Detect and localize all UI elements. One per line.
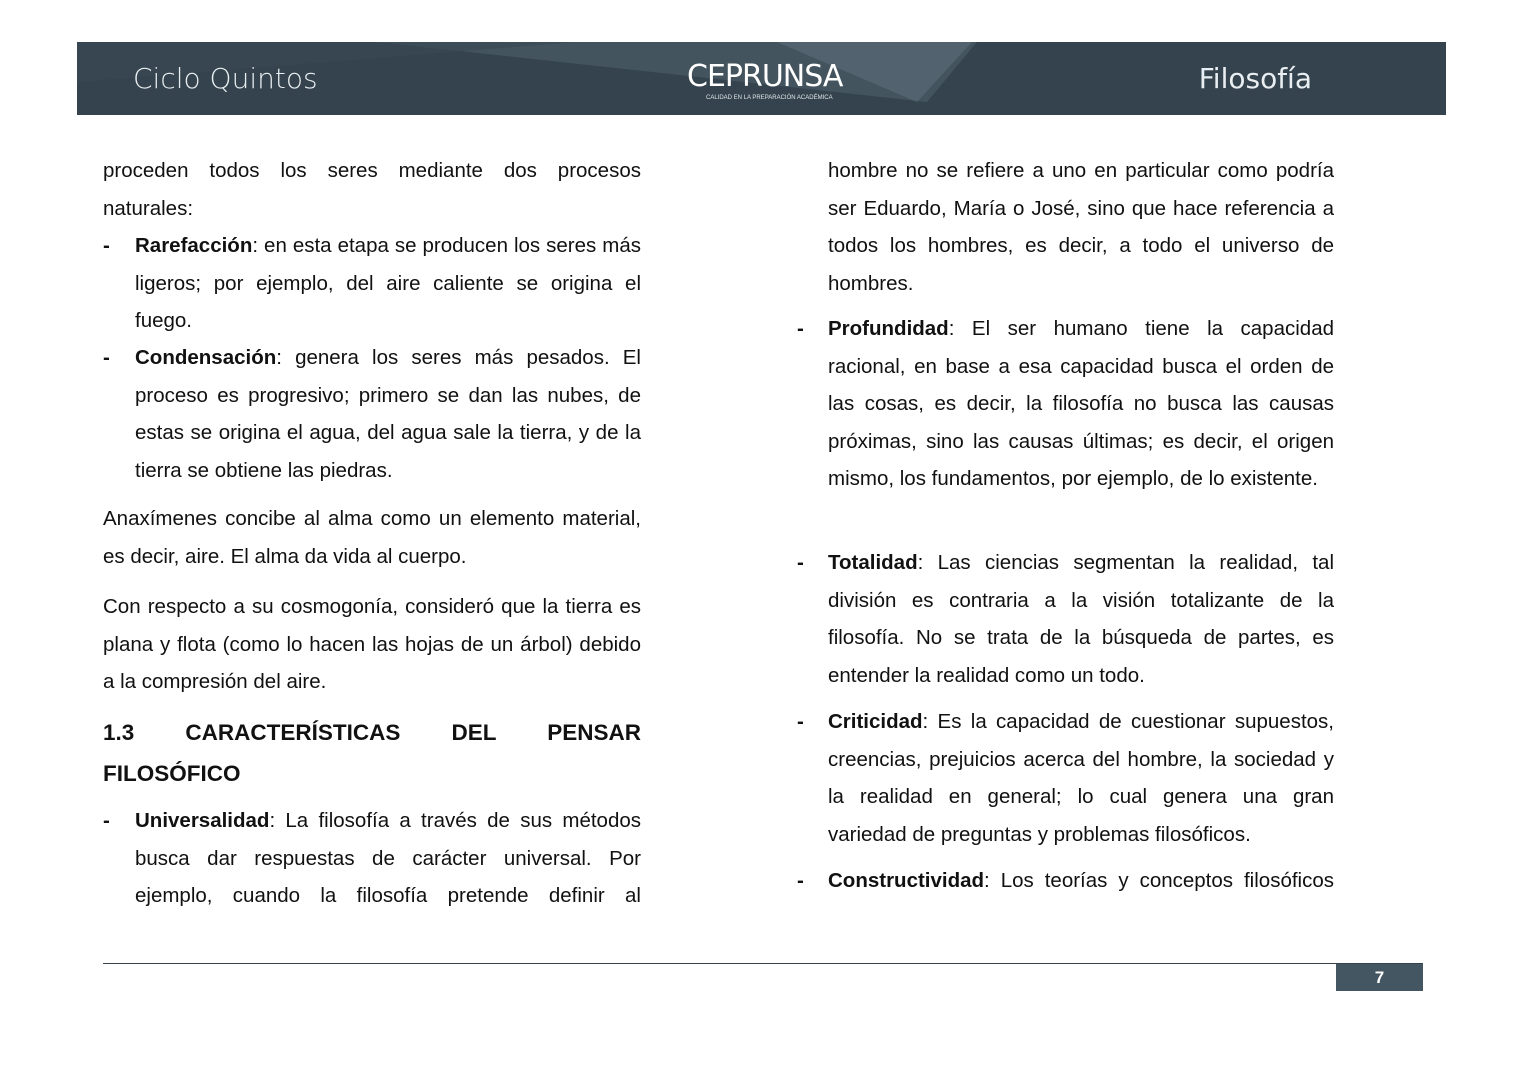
term: Constructividad bbox=[828, 869, 985, 892]
paragraph: Anaxímenes concibe al alma como un elemento material, es decir, aire. El alma da vida al cuerpo. bbox=[103, 507, 641, 568]
bullet-dash: - bbox=[103, 346, 110, 369]
bullet-dash: - bbox=[797, 710, 804, 733]
bullet-dash: - bbox=[797, 551, 804, 574]
bullet-dash: - bbox=[797, 869, 804, 892]
footer-divider bbox=[103, 963, 1423, 964]
list-item bbox=[135, 227, 641, 340]
term: Criticidad bbox=[828, 710, 923, 733]
paragraph: Con respecto a su cosmogonía, consideró que la tierra es plana y flota (como lo hacen las hojas de un árbol) debido a la compresión del aire. bbox=[103, 595, 641, 693]
definition: : Es la capacidad de cuestionar supuestos, creencias, prejuicios acerca del hombre, la sociedad y la realidad en general; lo cual genera una gran variedad de preguntas y problemas filosóficos. bbox=[828, 710, 1334, 846]
list-item bbox=[135, 802, 641, 915]
section-heading: 1.3 CARACTERÍSTICAS DEL PENSAR FILOSÓFICO bbox=[103, 720, 641, 786]
ceprunsa-logo: CEPRUNSA bbox=[687, 59, 843, 94]
term: Universalidad bbox=[135, 809, 270, 832]
list-item bbox=[828, 310, 1334, 498]
subject-title: Filosofía bbox=[1198, 62, 1312, 95]
term: Profundidad bbox=[828, 317, 949, 340]
term: Totalidad bbox=[828, 551, 918, 574]
list-item bbox=[828, 544, 1334, 694]
list-item bbox=[828, 703, 1334, 853]
list-item bbox=[828, 862, 1334, 900]
definition: : El ser humano tiene la capacidad racional, en base a esa capacidad busca el orden de las cosas, es decir, la filosofía no busca las causas próximas, sino las causas últimas; es decir, el origen mismo, los fundamentos, por ejemplo, de lo existente. bbox=[828, 317, 1334, 490]
term: Condensación bbox=[135, 346, 277, 369]
definition: : genera los seres más pesados. El proceso es progresivo; primero se dan las nubes, de estas se origina el agua, del agua sale la tierra, y de la tierra se obtiene las piedras. bbox=[135, 346, 641, 482]
definition: : La filosofía a través de sus métodos busca dar respuestas de carácter universal. Por ejemplo, cuando la filosofía pretende definir al bbox=[135, 809, 641, 907]
definition: : Los teorías y conceptos filosóficos bbox=[984, 869, 1334, 892]
bullet-dash: - bbox=[103, 809, 110, 832]
course-title: Ciclo Quintos bbox=[133, 62, 318, 95]
logo-tagline: CALIDAD EN LA PREPARACIÓN ACADÉMICA bbox=[706, 95, 833, 101]
bullet-dash: - bbox=[103, 234, 110, 257]
paragraph: proceden todos los seres mediante dos procesos naturales: bbox=[103, 159, 641, 220]
definition: : en esta etapa se producen los seres más ligeros; por ejemplo, del aire caliente se origina el fuego. bbox=[135, 234, 641, 332]
page-header bbox=[77, 42, 1446, 115]
paragraph: hombre no se refiere a uno en particular como podría ser Eduardo, María o José, sino que hace referencia a todos los hombres, es decir, a todo el universo de hombres. bbox=[828, 159, 1334, 295]
definition: : Las ciencias segmentan la realidad, tal división es contraria a la visión totalizante de la filosofía. No se trata de la búsqueda de partes, es entender la realidad como un todo. bbox=[828, 551, 1334, 687]
term: Rarefacción bbox=[135, 234, 253, 257]
bullet-dash: - bbox=[797, 317, 804, 340]
list-item bbox=[135, 339, 641, 489]
page-number: 7 bbox=[1336, 964, 1423, 991]
